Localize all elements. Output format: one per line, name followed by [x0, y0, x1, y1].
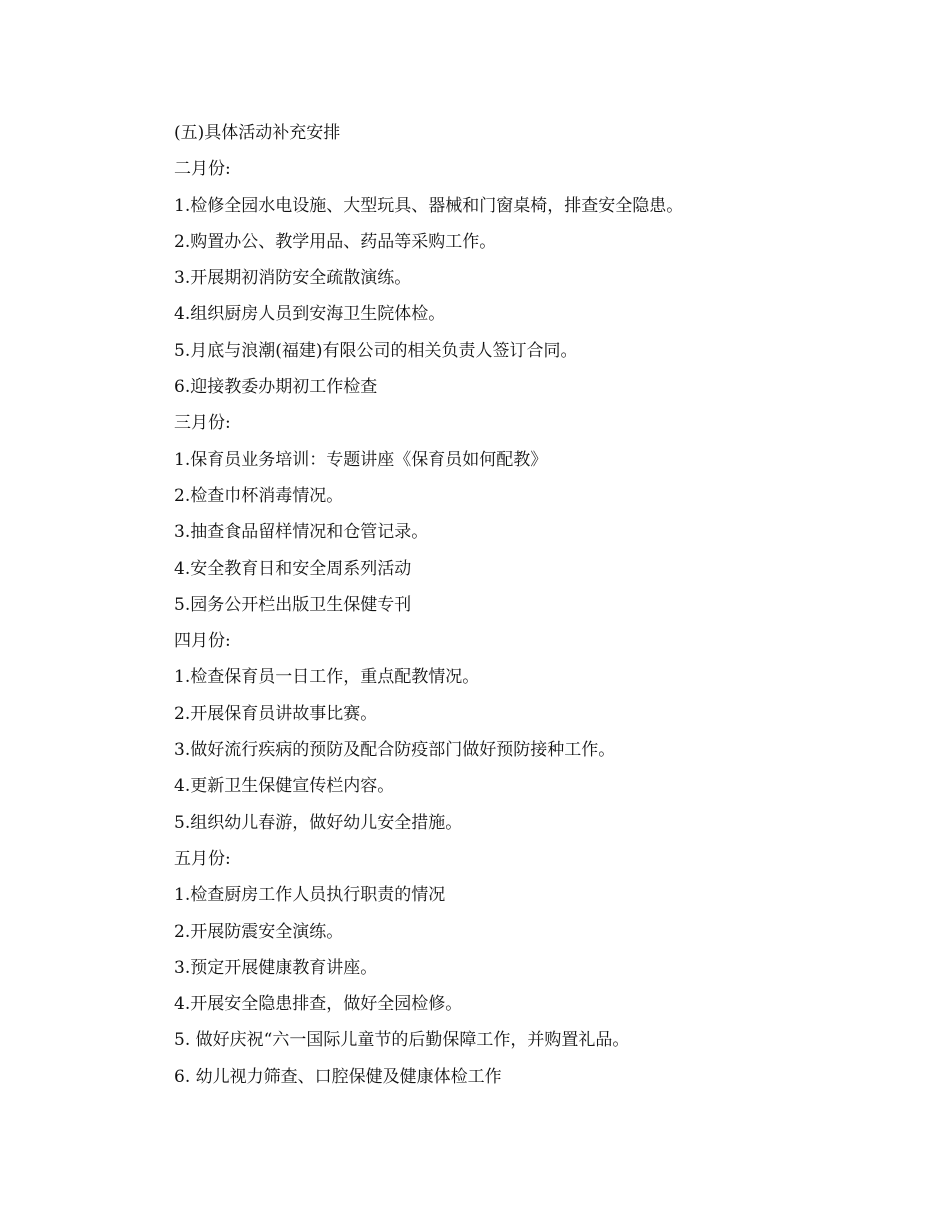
list-item: 3.抽查食品留样情况和仓管记录。	[174, 522, 429, 543]
list-item: 5. 做好庆祝“六一国际儿童节的后勤保障工作，并购置礼品。	[174, 1030, 630, 1051]
list-item: 2.购置办公、教学用品、药品等采购工作。	[174, 231, 497, 252]
list-item: 2.检查巾杯消毒情况。	[174, 485, 344, 506]
list-item: 3.预定开展健康教育讲座。	[174, 957, 378, 978]
list-item: 3.开展期初消防安全疏散演练。	[174, 268, 412, 289]
list-item: 1.检修全园水电设施、大型玩具、器械和门窗桌椅，排查安全隐患。	[174, 195, 684, 216]
list-item: 1.保育员业务培训：专题讲座《保育员如何配教》	[174, 449, 548, 470]
list-item: 6. 幼儿视力筛查、口腔保健及健康体检工作	[174, 1066, 502, 1087]
list-item: 1.检查保育员一日工作，重点配教情况。	[174, 667, 480, 688]
list-item: 2.开展保育员讲故事比赛。	[174, 703, 378, 724]
list-item: 1.检查厨房工作人员执行职责的情况	[174, 885, 446, 906]
list-item: 5.月底与浪潮(福建)有限公司的相关负责人签订合同。	[174, 340, 578, 361]
list-item: 4.安全教育日和安全周系列活动	[174, 558, 412, 579]
document-body	[174, 115, 874, 1095]
list-item: 4.更新卫生保健宣传栏内容。	[174, 776, 395, 797]
list-item: 5.组织幼儿春游，做好幼儿安全措施。	[174, 812, 463, 833]
list-item: 6.迎接教委办期初工作检查	[174, 377, 378, 398]
list-item: 3.做好流行疾病的预防及配合防疫部门做好预防接种工作。	[174, 740, 616, 761]
section-heading: (五)具体活动补充安排	[174, 123, 341, 143]
month-heading-march: 三月份:	[174, 413, 231, 434]
month-heading-february: 二月份:	[174, 159, 231, 180]
month-heading-april: 四月份:	[174, 631, 231, 652]
month-heading-may: 五月份:	[174, 848, 231, 869]
list-item: 5.园务公开栏出版卫生保健专刊	[174, 594, 412, 615]
list-item: 2.开展防震安全演练。	[174, 921, 344, 942]
list-item: 4.组织厨房人员到安海卫生院体检。	[174, 304, 446, 325]
list-item: 4.开展安全隐患排查，做好全园检修。	[174, 994, 463, 1015]
